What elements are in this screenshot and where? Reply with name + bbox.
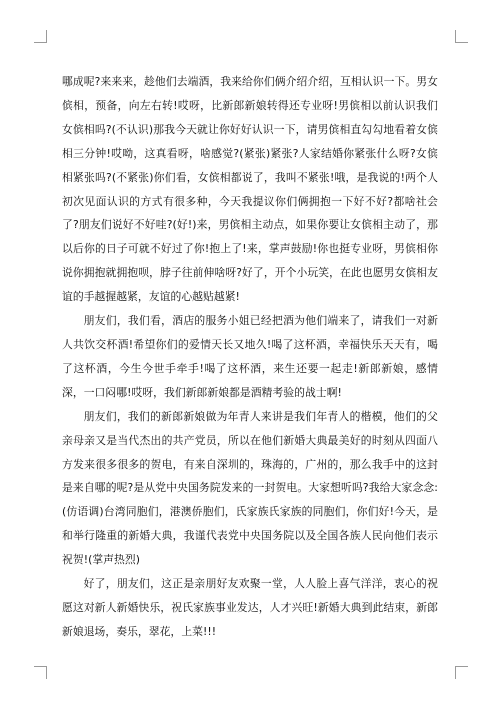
crop-mark-bottom-right <box>455 666 468 679</box>
crop-mark-bottom-left <box>34 666 47 679</box>
document-body <box>62 70 438 644</box>
paragraph-1: 哪成呢?来来来，趁他们去端酒，我来给你们俩介绍介绍，互相认识一下。男女傧相，预备，向左右转!哎呀，比新郎新娘转得还专业呀!男傧相以前认识我们女傧相吗?(不认识)那我今天就让你好好认识一下，请男傧相直勾勾地看着女傧相三分钟!哎呦，这真看呀，啥感觉?(紧张)紧张?人家结婚你紧张什么呀?女傧相紧张吗?(不紧张)你们看，女傧相都说了，我叫不紧张!哦，是我说的!两个人初次见面认识的方式有很多种，今天我提议你们俩拥抱一下好不好?都啥社会了?朋友们说好不好哇?(好!)来，男傧相主动点，如果你要让女傧相主动了，那以后你的日子可就不好过了你!抱上了!来，掌声鼓励!你也挺专业呀，男傧相你说你拥抱就拥抱呗，脖子往前伸啥呀?好了，开个小玩笑，在此也愿男女傧相友谊的手越握越紧，友谊的心越贴越紧! <box>62 75 438 304</box>
crop-mark-top-left <box>34 30 47 43</box>
paragraph-3: 朋友们，我们的新郎新娘做为年青人来讲是我们年青人的楷模，他们的父亲母亲又是当代杰出的共产党员，所以在他们新婚大典最美好的时刻从四面八方发来很多很多的贺电，有来自深圳的，珠海的，广州的，那么我手中的这封是来自哪的呢?是从党中央国务院发来的一封贺电。大家想听吗?我给大家念念:(仿语调)台湾同胞们，港澳侨胞们，氏家族氏家族的同胞们，你们好!今天，是和举行隆重的新婚大典，我谨代表党中央国务院以及全国各族人民向他们表示祝贺!(掌声热烈) <box>62 409 438 567</box>
paragraph-2: 朋友们，我们看，酒店的服务小姐已经把酒为他们端来了，请我们一对新人共饮交杯酒!希望你们的爱情天长又地久!喝了这杯酒，幸福快乐天天有，喝了这杯酒，今生今世手牵手!喝了这杯酒，来生还要一起走!新郎新娘，感情深，一口闷哪!哎呀，我们新郎新娘都是酒精考验的战士啊! <box>62 314 438 399</box>
crop-mark-top-right <box>455 30 468 43</box>
paragraph-4: 好了，朋友们，这正是亲朋好友欢聚一堂，人人脸上喜气洋洋，衷心的祝愿这对新人新婚快乐，祝氏家族事业发达，人才兴旺!新婚大典到此结束，新郎新娘退场，奏乐，翠花，上菜!!! <box>62 577 438 638</box>
